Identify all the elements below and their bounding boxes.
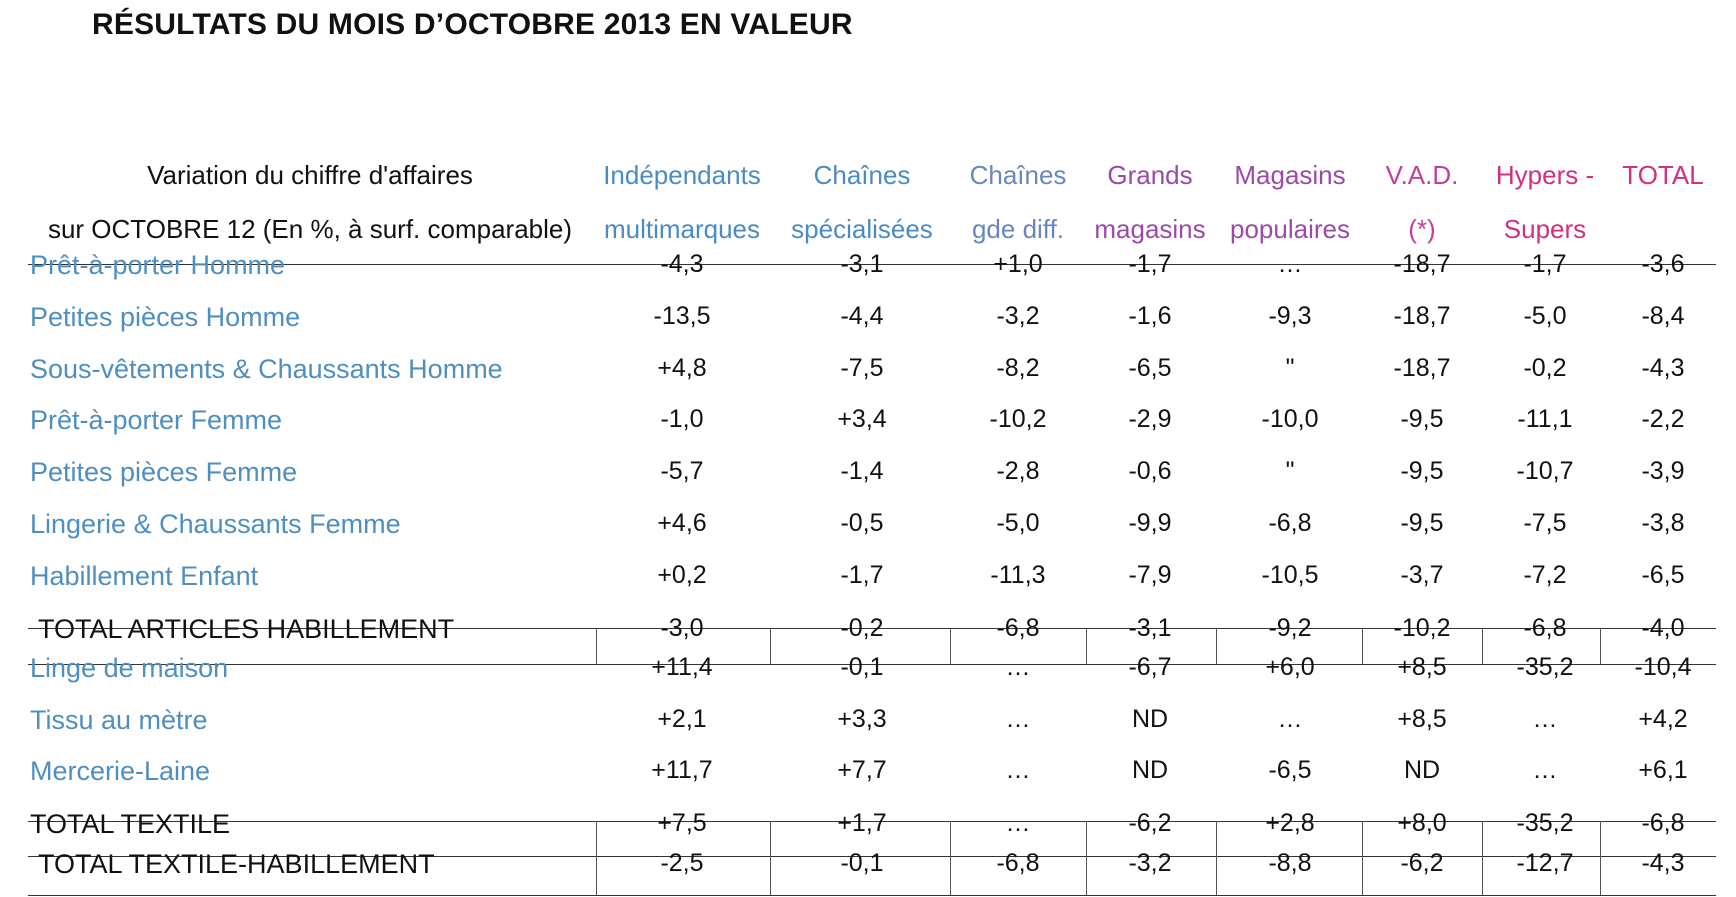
- table-cell: -6,8: [996, 614, 1040, 642]
- row-label: Petites pièces Femme: [30, 457, 298, 487]
- table-cell: -3,1: [1128, 614, 1172, 642]
- table-cell: -9,5: [1400, 509, 1444, 537]
- table-cell: -3,6: [1641, 250, 1685, 278]
- table-cell: -2,9: [1128, 405, 1172, 433]
- table-cell: +6,0: [1265, 653, 1315, 681]
- header-line-1: Variation du chiffre d'affaires: [147, 160, 473, 190]
- column-header-line-2: (*): [1408, 214, 1436, 244]
- column-header-line-1: Chaînes: [813, 160, 911, 190]
- table-cell: ND: [1131, 756, 1169, 784]
- row-label: Mercerie-Laine: [30, 756, 211, 786]
- table-cell: -9,3: [1268, 302, 1312, 330]
- column-header-1: [592, 148, 772, 256]
- table-cell: …: [1005, 705, 1031, 733]
- table-cell: -6,5: [1268, 756, 1312, 784]
- table-cell: -6,7: [1128, 653, 1172, 681]
- table-cell: +8,0: [1397, 809, 1447, 837]
- column-header-8: [1573, 148, 1736, 202]
- table-cell: -2,8: [996, 457, 1040, 485]
- table-cell: -11,3: [990, 561, 1046, 589]
- table-cell: -2,2: [1641, 405, 1685, 433]
- table-cell: +2,1: [657, 705, 707, 733]
- table-cell: -0,5: [840, 509, 884, 537]
- table-cell: -6,8: [996, 849, 1040, 877]
- row-label: Petites pièces Homme: [30, 302, 301, 332]
- table-cell: -3,2: [1128, 849, 1172, 877]
- column-header-line-2: populaires: [1230, 214, 1350, 244]
- column-divider: [596, 628, 597, 664]
- table-cell: +4,8: [657, 354, 707, 382]
- table-cell: -5,0: [996, 509, 1040, 537]
- column-header-line-1: Magasins: [1234, 160, 1346, 190]
- table-cell: -3,2: [996, 302, 1040, 330]
- table-cell: +2,8: [1265, 809, 1315, 837]
- row-label: Tissu au mètre: [30, 705, 208, 735]
- table-cell: -6,8: [1641, 809, 1685, 837]
- table-cell: -3,1: [840, 250, 884, 278]
- table-cell: +11,4: [651, 653, 713, 681]
- table-cell: +11,7: [651, 756, 713, 784]
- table-cell: +7,5: [657, 809, 707, 837]
- row-label: TOTAL TEXTILE: [30, 809, 231, 839]
- table-cell: +4,2: [1638, 705, 1688, 733]
- table-cell: -12,7: [1516, 849, 1574, 877]
- column-divider: [1216, 628, 1217, 664]
- table-cell: -3,0: [660, 614, 704, 642]
- table-cell: -13,5: [653, 302, 711, 330]
- column-header-line-2: gde diff.: [971, 214, 1065, 244]
- column-header-line-2: spécialisées: [791, 214, 933, 244]
- table-cell: -3,8: [1641, 509, 1685, 537]
- column-header-line-2: Supers: [1503, 214, 1587, 244]
- row-label: Sous-vêtements & Chaussants Homme: [30, 354, 503, 384]
- table-rule: [28, 895, 1716, 896]
- row-label: Prêt-à-porter Homme: [30, 250, 286, 280]
- table-cell: …: [1005, 653, 1031, 681]
- table-cell: …: [1277, 705, 1303, 733]
- table-cell: -9,2: [1268, 614, 1312, 642]
- table-cell: ": [1285, 354, 1295, 382]
- table-cell: ND: [1403, 756, 1441, 784]
- table-cell: ND: [1131, 705, 1169, 733]
- column-header-line-2: magasins: [1094, 214, 1206, 244]
- table-cell: -0,1: [840, 849, 884, 877]
- column-divider: [770, 628, 771, 664]
- table-cell: …: [1005, 809, 1031, 837]
- table-cell: -1,7: [1523, 250, 1567, 278]
- row-label: TOTAL TEXTILE-HABILLEMENT: [38, 849, 435, 879]
- table-cell: +3,3: [837, 705, 887, 733]
- table-cell: -4,4: [840, 302, 884, 330]
- column-divider: [950, 821, 951, 895]
- row-label: Prêt-à-porter Femme: [30, 405, 283, 435]
- column-divider: [770, 821, 771, 895]
- table-cell: …: [1532, 756, 1558, 784]
- table-cell: -9,5: [1400, 405, 1444, 433]
- table-header-description: [40, 148, 580, 256]
- table-cell: -18,7: [1393, 250, 1451, 278]
- table-cell: -9,9: [1128, 509, 1172, 537]
- table-cell: +1,0: [993, 250, 1043, 278]
- row-label: Habillement Enfant: [30, 561, 259, 591]
- column-divider: [596, 821, 597, 895]
- table-cell: -10,0: [1261, 405, 1319, 433]
- table-cell: +0,2: [657, 561, 707, 589]
- column-divider: [950, 628, 951, 664]
- table-cell: -3,9: [1641, 457, 1685, 485]
- table-cell: -10,2: [1393, 614, 1451, 642]
- table-cell: -1,4: [840, 457, 884, 485]
- table-cell: -7,2: [1523, 561, 1567, 589]
- column-header-line-1: Indépendants: [603, 160, 761, 190]
- header-line-2: sur OCTOBRE 12 (En %, à surf. comparable): [47, 214, 573, 244]
- table-cell: +8,5: [1397, 705, 1447, 733]
- table-cell: -7,5: [1523, 509, 1567, 537]
- table-cell: -2,5: [660, 849, 704, 877]
- table-cell: -10,5: [1261, 561, 1319, 589]
- table-cell: +6,1: [1638, 756, 1688, 784]
- table-cell: -1,6: [1128, 302, 1172, 330]
- column-header-line-1: Hypers -: [1495, 160, 1595, 190]
- table-cell: -4,3: [1641, 354, 1685, 382]
- table-cell: -10,4: [1634, 653, 1692, 681]
- table-cell: -6,5: [1128, 354, 1172, 382]
- table-cell: -6,8: [1268, 509, 1312, 537]
- table-cell: -18,7: [1393, 354, 1451, 382]
- column-header-line-1: Chaînes: [969, 160, 1067, 190]
- table-cell: -4,3: [660, 250, 704, 278]
- table-cell: -0,6: [1128, 457, 1172, 485]
- table-cell: -11,1: [1517, 405, 1573, 433]
- table-cell: ": [1285, 457, 1295, 485]
- table-cell: +1,7: [837, 809, 887, 837]
- column-header-line-1: V.A.D.: [1385, 160, 1459, 190]
- table-cell: +7,7: [837, 756, 887, 784]
- table-cell: …: [1277, 250, 1303, 278]
- table-cell: -10,7: [1516, 457, 1574, 485]
- table-cell: -6,2: [1400, 849, 1444, 877]
- table-cell: -6,5: [1641, 561, 1685, 589]
- table-cell: +8,5: [1397, 653, 1447, 681]
- table-cell: -18,7: [1393, 302, 1451, 330]
- column-header-line-1: Grands: [1107, 160, 1193, 190]
- table-cell: -0,2: [840, 614, 884, 642]
- table-cell: -35,2: [1516, 653, 1574, 681]
- column-header-2: [772, 148, 952, 256]
- table-cell: -7,9: [1128, 561, 1172, 589]
- table-cell: -7,5: [840, 354, 884, 382]
- table-cell: -5,7: [660, 457, 704, 485]
- row-label: TOTAL ARTICLES HABILLEMENT: [38, 614, 455, 644]
- table-cell: …: [1532, 705, 1558, 733]
- table-cell: -0,2: [1523, 354, 1567, 382]
- table-cell: -10,2: [989, 405, 1047, 433]
- table-cell: -5,0: [1523, 302, 1567, 330]
- column-divider: [1216, 821, 1217, 895]
- row-label: Lingerie & Chaussants Femme: [30, 509, 401, 539]
- table-cell: -8,2: [996, 354, 1040, 382]
- table-cell: +3,4: [837, 405, 887, 433]
- table-cell: -8,4: [1641, 302, 1685, 330]
- table-cell: -9,5: [1400, 457, 1444, 485]
- table-cell: -3,7: [1400, 561, 1444, 589]
- page-title: RÉSULTATS DU MOIS D’OCTOBRE 2013 EN VALEUR: [92, 8, 853, 41]
- table-cell: -4,0: [1641, 614, 1685, 642]
- table-cell: -4,3: [1641, 849, 1685, 877]
- column-header-line-2: multimarques: [603, 214, 761, 244]
- table-cell: -6,2: [1128, 809, 1172, 837]
- column-header-line-1: TOTAL: [1622, 160, 1704, 190]
- row-label: Linge de maison: [30, 653, 229, 683]
- table-cell: -0,1: [840, 653, 884, 681]
- table-cell: …: [1005, 756, 1031, 784]
- table-cell: -35,2: [1516, 809, 1574, 837]
- table-cell: +4,6: [657, 509, 707, 537]
- table-cell: -6,8: [1523, 614, 1567, 642]
- table-cell: -1,7: [1128, 250, 1172, 278]
- table-cell: -1,7: [840, 561, 884, 589]
- table-cell: -8,8: [1268, 849, 1312, 877]
- table-cell: -1,0: [660, 405, 704, 433]
